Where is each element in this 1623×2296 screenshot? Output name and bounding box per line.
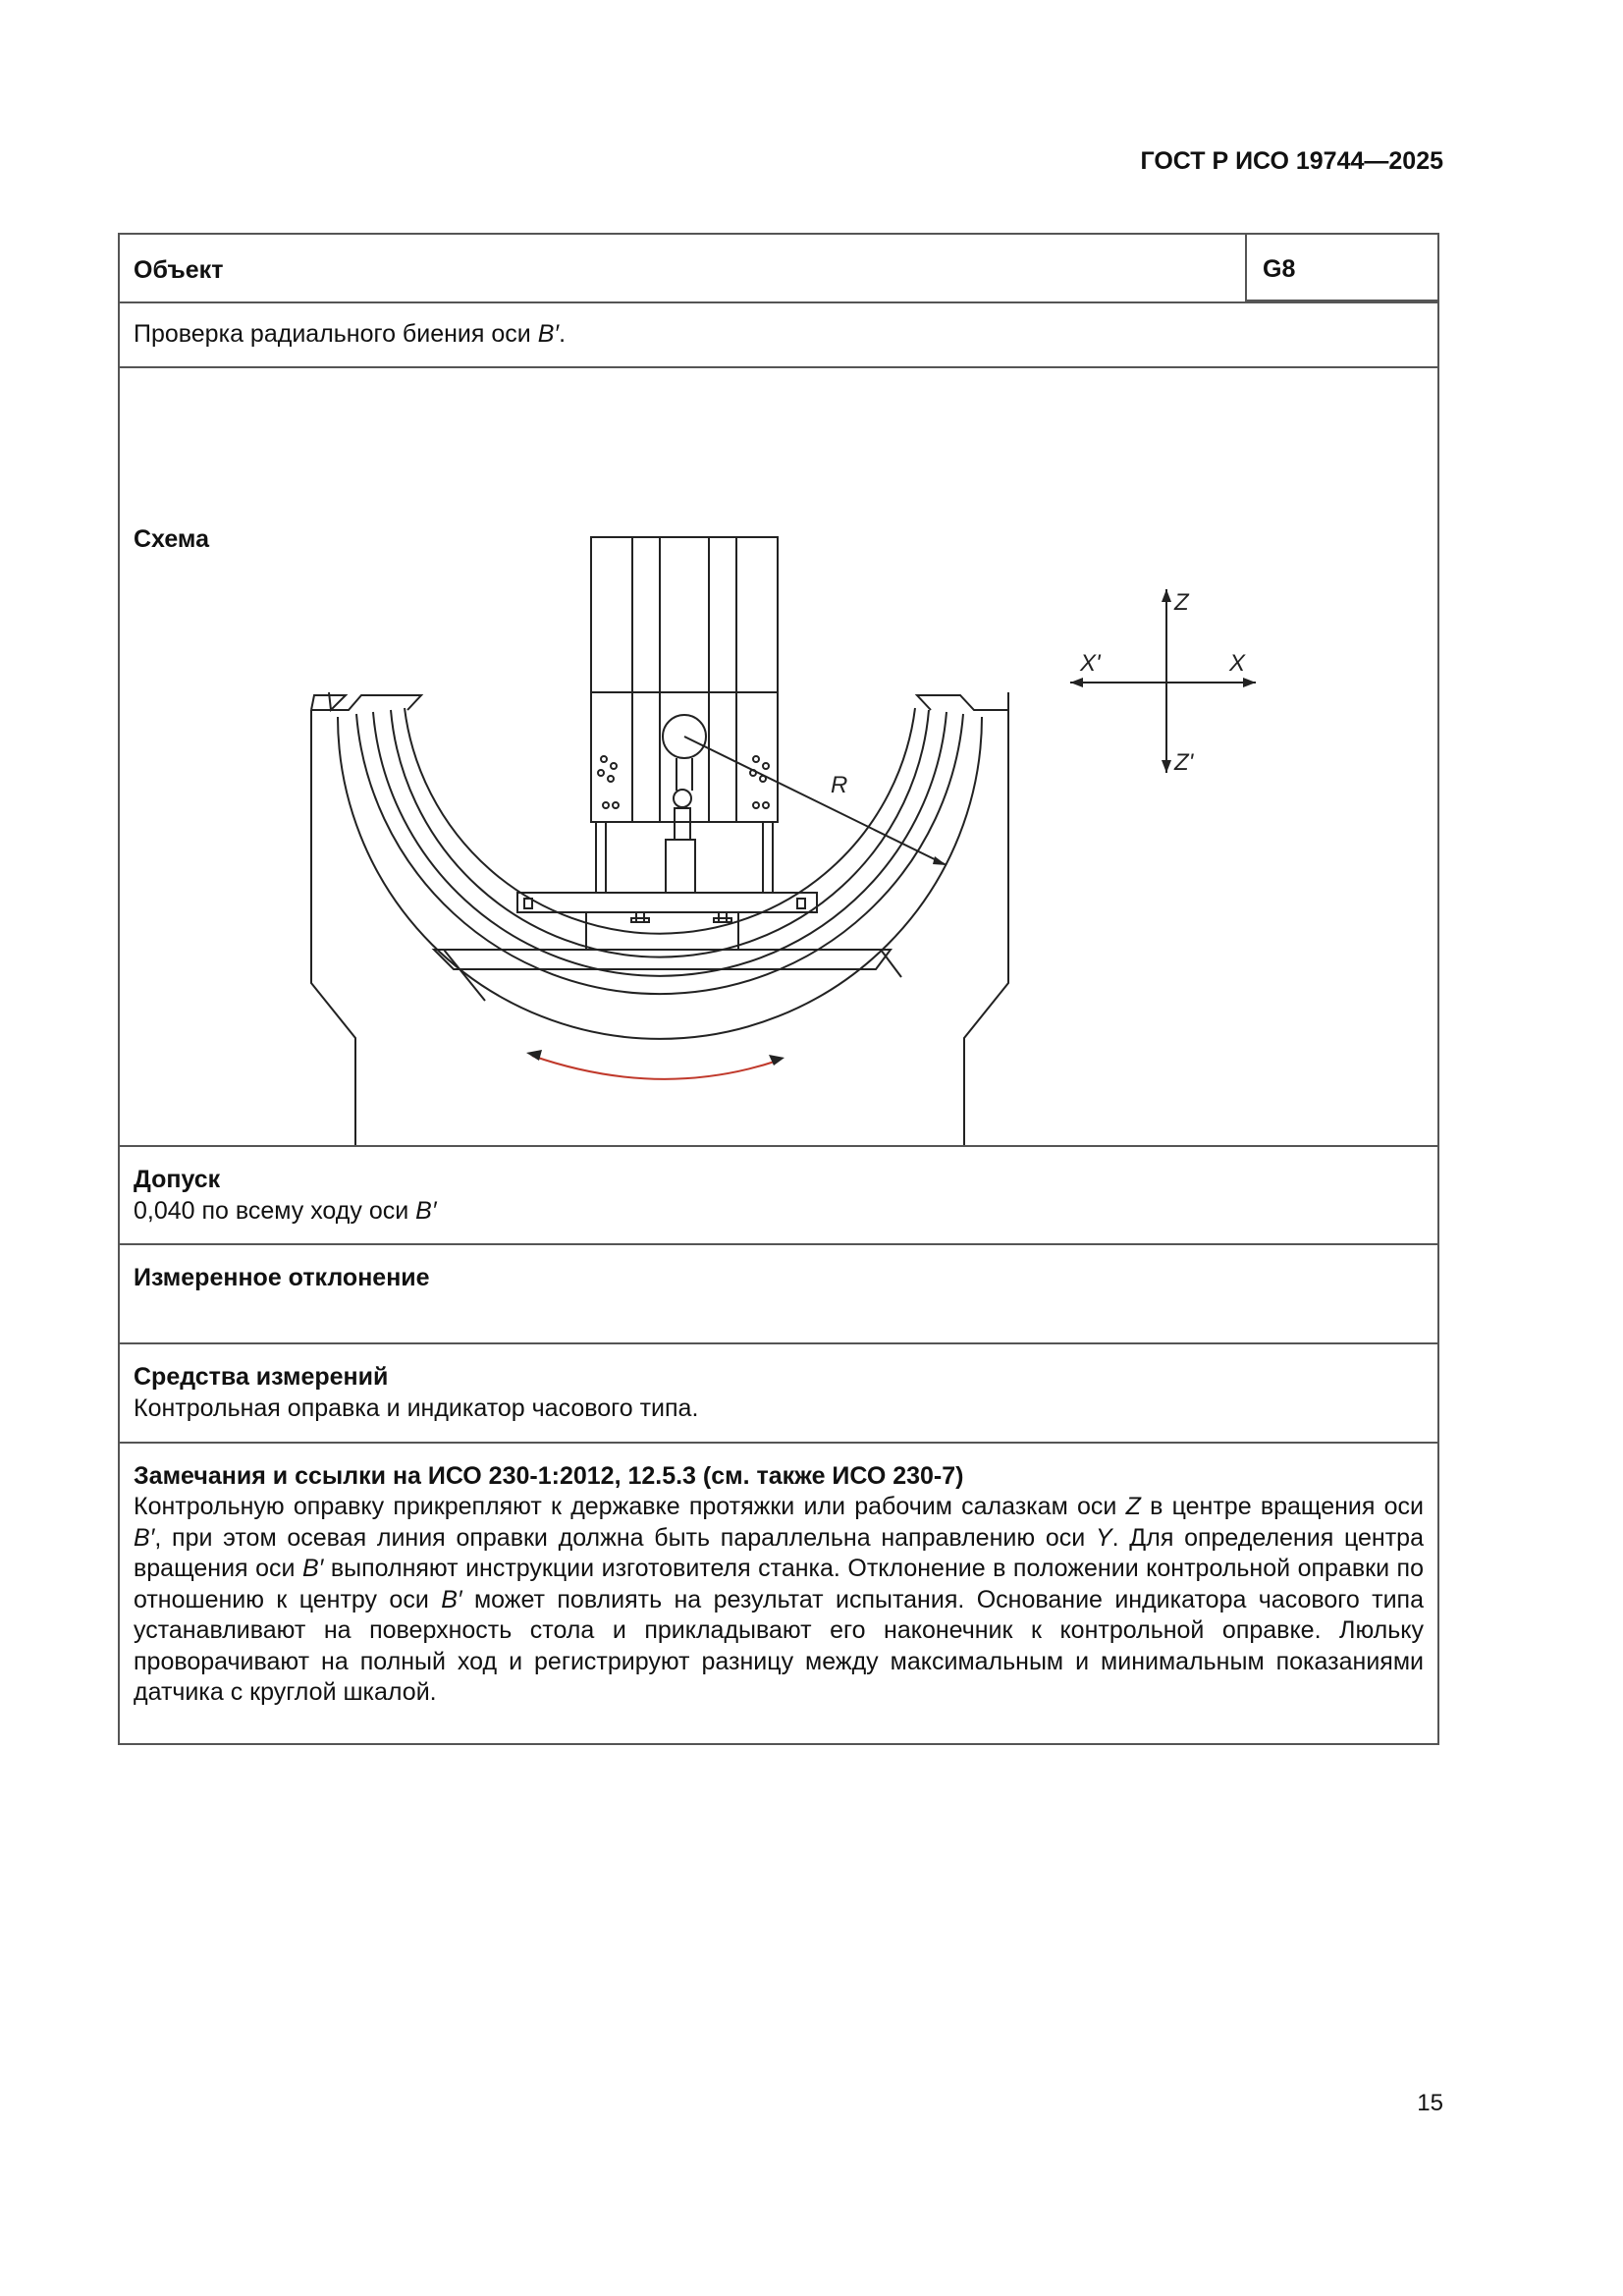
tolerance-text: 0,040 по всему ходу оси <box>134 1197 416 1225</box>
body-left-wall <box>309 710 355 1145</box>
page-number: 15 <box>1417 2090 1443 2116</box>
notes-text <box>134 1492 1424 1709</box>
notes-part: в центре вращения оси <box>1140 1493 1424 1520</box>
description-text: Проверка радиального биения оси <box>134 320 538 348</box>
axis-x-label: X <box>1229 650 1246 677</box>
notes-part: выполняют инструкции изготовителя станка. Отклонение в положении контрольной оправки по отношению к центру оси <box>134 1555 1424 1613</box>
cradle-schematic <box>120 368 1437 1145</box>
axis-z-minus-label: Z' <box>1174 749 1194 776</box>
object-description <box>134 318 566 350</box>
measured-deviation-row <box>120 1245 1437 1344</box>
slide-plate <box>517 893 817 912</box>
schema-label: Схема <box>134 525 209 553</box>
description-axis: B′ <box>537 320 560 348</box>
table-hatch-left <box>444 950 485 1001</box>
description-suffix: . <box>559 320 567 348</box>
notes-axis: B′ <box>441 1585 462 1613</box>
rotation-arc <box>532 1056 778 1079</box>
tolerance-value <box>134 1195 1424 1227</box>
table-hatch-right <box>881 950 901 977</box>
measuring-tools-row <box>120 1344 1437 1444</box>
rotary-table <box>434 950 891 969</box>
notes-row <box>120 1444 1437 1743</box>
object-row <box>120 235 1437 303</box>
ram-clamp-right <box>763 822 773 893</box>
measuring-tools-text: Контрольная оправка и индикатор часового типа. <box>134 1394 699 1422</box>
radius-label: R <box>831 772 848 798</box>
top-lip-right <box>917 695 1008 710</box>
gauge-body <box>675 808 690 840</box>
tolerance-axis: B′ <box>415 1197 437 1225</box>
test-table <box>118 233 1439 1745</box>
measuring-tools-label: Средства измерений <box>134 1363 389 1391</box>
measured-deviation-label: Измеренное отклонение <box>134 1264 430 1291</box>
schema-row <box>120 368 1437 1147</box>
axis-x-minus-label: X' <box>1080 650 1101 677</box>
top-lip-left <box>311 695 421 710</box>
notes-axis: Y <box>1095 1523 1112 1552</box>
object-id: G8 <box>1245 235 1437 301</box>
dial-gauge <box>674 790 691 807</box>
radius-line <box>684 737 947 865</box>
notes-label: Замечания и ссылки на ИСО 230-1:2012, 12.5.3 (см. также ИСО 230-7) <box>134 1462 964 1490</box>
notes-part: , при этом осевая линия оправки должна быть параллельна направлению оси <box>154 1523 1096 1552</box>
notes-part: может повлиять на результат испытания. Основание индикатора часового типа устанавливают на поверхность стола и прикладывают его наконечник к контрольной оправке. Люльку проворачивают на полный ход и регистрируют разницу между максимальным и минимальным показаниями датчика с круглой шкалой. <box>134 1585 1424 1706</box>
notes-part: . Для определения центра вращения оси <box>134 1523 1424 1582</box>
object-label: Объект <box>134 256 224 284</box>
tolerance-label: Допуск <box>134 1166 221 1193</box>
notes-axis: B′ <box>134 1523 155 1552</box>
notes-part: Контрольную оправку прикрепляют к державке протяжки или рабочим салазкам оси <box>134 1493 1126 1520</box>
gauge-base <box>666 840 695 893</box>
tolerance-row <box>120 1147 1437 1245</box>
axis-z-label: Z <box>1174 589 1189 616</box>
ram-clamp-left <box>596 822 606 893</box>
notes-axis: B′ <box>301 1555 324 1582</box>
body-right-wall <box>964 692 1008 1145</box>
ram-column <box>591 537 778 692</box>
description-row <box>120 303 1437 368</box>
document-code: ГОСТ Р ИСО 19744—2025 <box>1140 147 1443 175</box>
body-outline-left <box>311 692 346 710</box>
notes-axis: Z <box>1125 1493 1141 1520</box>
